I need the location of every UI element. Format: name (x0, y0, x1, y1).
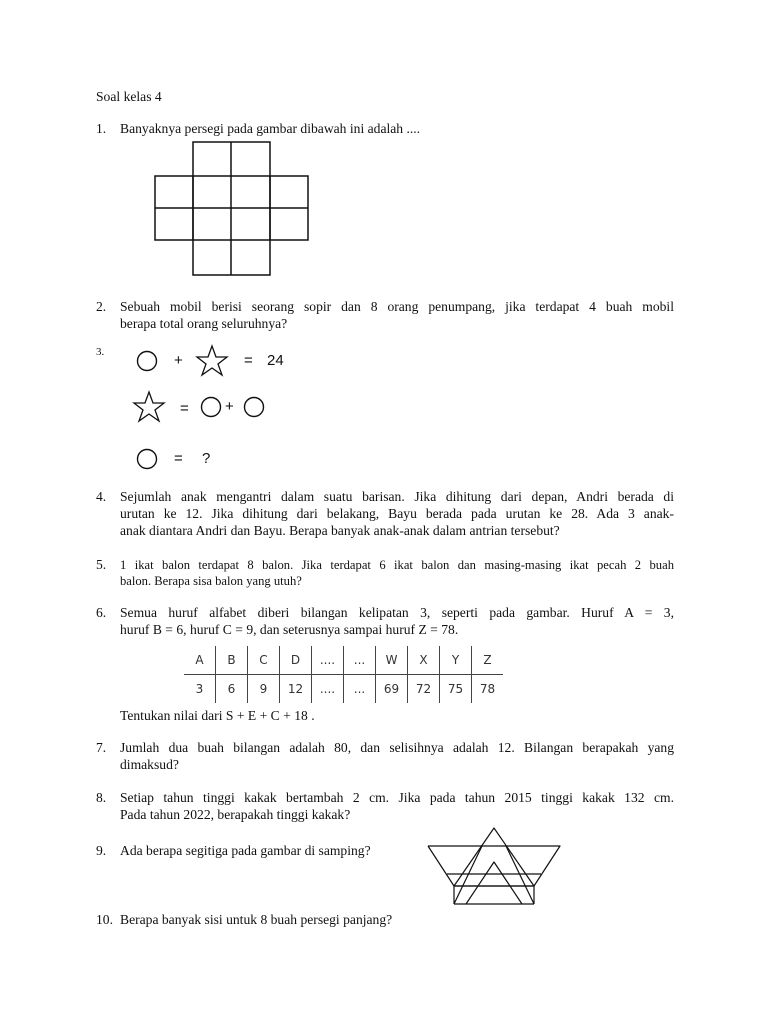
question-text: Ada berapa segitiga pada gambar di samping? (120, 843, 371, 858)
question-text-line: Sebuah mobil berisi seorang sopir dan 8 orang penumpang, jika terdapat 4 buah mobil (120, 299, 674, 314)
question-text-line: dimaksud? (120, 757, 179, 772)
table-cell: A (184, 646, 216, 675)
question-number: 2. (96, 299, 107, 314)
table-header-row (184, 646, 503, 675)
question-number: 1. (96, 121, 107, 136)
table-cell: ... (344, 675, 376, 704)
question-text-line: balon. Berapa sisa balon yang utuh? (120, 574, 302, 588)
table-cell: 9 (248, 675, 280, 704)
question-number: 10. (96, 912, 113, 927)
question-number: 4. (96, 489, 107, 504)
question-number: 5. (96, 557, 107, 572)
table-cell: 69 (376, 675, 408, 704)
table-cell: 12 (280, 675, 312, 704)
circle-icon (136, 448, 158, 470)
table-cell: 6 (216, 675, 248, 704)
question-number: 9. (96, 843, 107, 858)
question-text-line: urutan ke 12. Jika dihitung dari belakang, Bayu berada pada urutan ke 28. Ada 3 anak- (120, 506, 674, 521)
table-cell: 75 (440, 675, 472, 704)
question-text-line: Pada tahun 2022, berapakah tinggi kakak? (120, 807, 351, 822)
table-cell: C (248, 646, 280, 675)
table-cell: X (408, 646, 440, 675)
table-cell: 3 (195, 682, 204, 696)
question-text: Berapa banyak sisi untuk 8 buah persegi panjang? (120, 912, 393, 927)
question-number: 8. (96, 790, 107, 805)
table-cell: 78 (472, 675, 504, 704)
circle-icon (200, 396, 222, 418)
equals-sign: = (244, 352, 253, 369)
question-text-line: Jumlah dua buah bilangan adalah 80, dan selisihnya adalah 12. Bilangan berapakah yang (120, 740, 674, 755)
squares-figure (154, 141, 310, 276)
question-text: Banyaknya persegi pada gambar dibawah ini adalah .... (120, 121, 421, 136)
question-number: 7. (96, 740, 107, 755)
star-icon (132, 390, 166, 424)
question-text-line: Tentukan nilai dari S + E + C + 18 . (120, 708, 315, 723)
star-icon (195, 344, 229, 378)
equals-sign: = (174, 450, 183, 467)
triangles-figure (426, 826, 562, 906)
question-text-line: huruf B = 6, huruf C = 9, dan seterusnya sampai huruf Z = 78. (120, 622, 459, 637)
unknown-value: ? (202, 450, 211, 467)
page-title: Soal kelas 4 (96, 89, 162, 104)
alphabet-value-table (184, 646, 503, 703)
question-text-line: 1 ikat balon terdapat 8 balon. Jika terdapat 6 ikat balon dan masing-masing ikat pecah 2 buah (120, 558, 674, 572)
table-cell: Z (472, 646, 504, 675)
table-cell: D (280, 646, 312, 675)
question-text-line: berapa total orang seluruhnya? (120, 316, 288, 331)
question-text-line: Semua huruf alfabet diberi bilangan kelipatan 3, seperti pada gambar. Huruf A = 3, (120, 605, 674, 620)
question-text-line: anak diantara Andri dan Bayu. Berapa banyak anak-anak dalam antrian tersebut? (120, 523, 560, 538)
table-cell: W (376, 646, 408, 675)
table-cell: ... (344, 646, 376, 675)
plus-sign: + (174, 352, 183, 369)
table-cell: .... (312, 646, 344, 675)
equation-value: 24 (267, 352, 284, 369)
plus-sign: + (225, 398, 234, 415)
equals-sign: = (180, 400, 189, 417)
table-cell: .... (312, 675, 344, 704)
table-cell: Y (440, 646, 472, 675)
question-text-line: Setiap tahun tinggi kakak bertambah 2 cm. Jika pada tahun 2015 tinggi kakak 132 cm. (120, 790, 674, 805)
table-row (184, 675, 503, 704)
table-cell: 72 (408, 675, 440, 704)
circle-icon (136, 350, 158, 372)
table-cell: B (216, 646, 248, 675)
question-number: 6. (96, 605, 107, 620)
question-text-line: Sejumlah anak mengantri dalam suatu barisan. Jika dihitung dari depan, Andri berada di (120, 489, 674, 504)
question-number: 3. (96, 346, 105, 358)
circle-icon (243, 396, 265, 418)
